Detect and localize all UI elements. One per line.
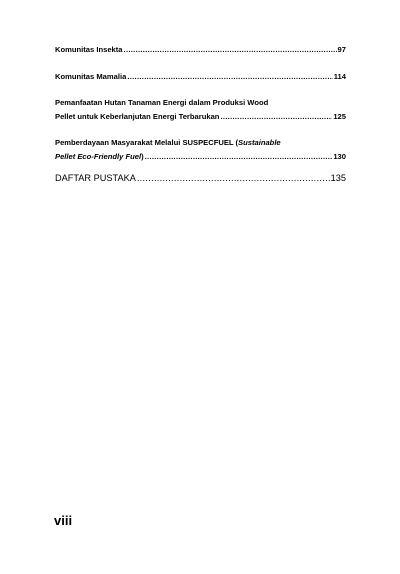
- toc-entry-page: 114: [333, 72, 346, 81]
- toc-entry-page: 135: [330, 173, 346, 183]
- toc-entry-title-line2: Pellet untuk Keberlanjutan Energi Terbarukan: [55, 112, 220, 121]
- toc-entry-page: 125: [333, 112, 346, 121]
- toc-entry[interactable]: [55, 43, 346, 57]
- toc-entry-title-line2: ): [141, 152, 144, 161]
- toc-entry-title-line1: Pemberdayaan Masyarakat Melalui SUSPECFUEL (: [55, 138, 239, 147]
- dot-leader: [145, 150, 333, 164]
- toc-entry-title: Komunitas Mamalia: [55, 72, 127, 81]
- page-number: viii: [54, 513, 73, 528]
- toc-entry[interactable]: [55, 96, 346, 124]
- toc-entry[interactable]: [55, 70, 346, 84]
- toc-entry-title-line1: Pemanfaatan Hutan Tanaman Energi dalam Produksi Wood: [55, 98, 269, 107]
- toc-entry-title: Komunitas Insekta: [55, 45, 123, 54]
- toc-entry[interactable]: [55, 171, 346, 185]
- toc-entry-title-line2-italic: Pellet Eco-Friendly Fuel: [55, 152, 142, 161]
- dot-leader: [127, 70, 332, 84]
- toc-entry-title-italic: Sustainable: [238, 138, 281, 147]
- toc-entry-title: DAFTAR PUSTAKA: [55, 173, 136, 183]
- dot-leader: [137, 171, 330, 185]
- toc-entry[interactable]: [55, 136, 346, 164]
- dot-leader: [124, 43, 337, 57]
- toc-entry-page: 130: [333, 152, 346, 161]
- dot-leader: [220, 110, 332, 124]
- toc-entry-page: 97: [337, 45, 346, 54]
